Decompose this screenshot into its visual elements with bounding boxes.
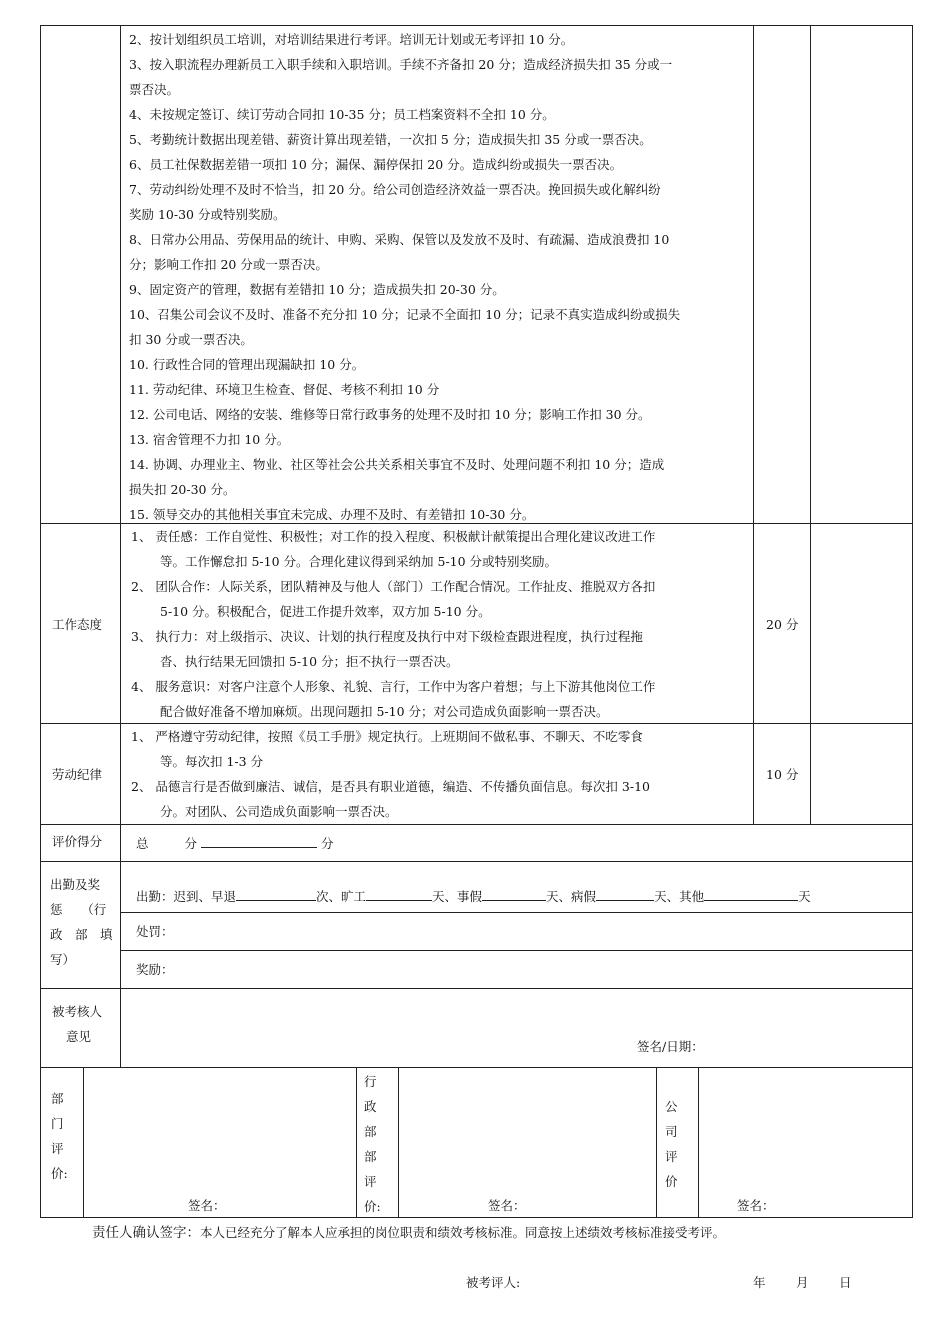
opinion-sign-date[interactable]: 签名/日期： — [637, 1039, 704, 1054]
duty-item: 14. 协调、办理业主、物业、社区等社会公共关系相关事宜不及时、处理问题不利扣 10 分；造成 — [129, 457, 665, 472]
grid-line — [40, 824, 913, 825]
opinion-label: 被考核人 — [52, 1004, 103, 1019]
attitude-line: 4、 服务意识：对客户注意个人形象、礼貌、言行，工作中为客户着想；与上下游其他岗位工作 — [131, 679, 656, 694]
confirm-label: 责任人确认签字： — [92, 1225, 200, 1241]
evaluation-total-row — [136, 831, 333, 856]
grid-line — [120, 950, 913, 951]
discipline-line: 等。每次扣 1-3 分 — [160, 754, 264, 769]
attendance-label: 出勤及奖 惩 （行 政 部 填 写） — [50, 877, 113, 967]
grid-line — [698, 1067, 699, 1218]
month-label: 月 — [796, 1275, 809, 1290]
duty-item: 3、按入职流程办理新员工入职手续和入职培训。手续不齐备扣 20 分；造成经济损失扣 35 分或一 — [129, 57, 673, 72]
company-sign[interactable]: 签名： — [737, 1198, 775, 1213]
confirm-row — [92, 1220, 725, 1246]
sick-leave-blank[interactable] — [596, 886, 654, 901]
grid-line — [40, 861, 913, 862]
duty-item: 5、考勤统计数据出现差错、薪资计算出现差错，一次扣 5 分；造成损失扣 35 分或一票否决。 — [129, 132, 652, 147]
duty-item: 15. 领导交办的其他相关事宜未完成、办理不及时、有差错扣 10-30 分。 — [129, 507, 535, 522]
opinion-label-2: 意见 — [66, 1029, 92, 1044]
duty-item: 损失扣 20-30 分。 — [129, 482, 236, 497]
attendance-row: 出勤：迟到、早退 次、旷工 天、事假 天、病假 天、其他 天 — [136, 884, 811, 909]
grid-line — [120, 912, 913, 913]
duty-item: 2、按计划组织员工培训，对培训结果进行考评。培训无计划或无考评扣 10 分。 — [129, 32, 574, 47]
grid-line — [656, 1067, 657, 1218]
admin-review-label: 行政部部评价: — [364, 1074, 381, 1214]
duty-item: 分；影响工作扣 20 分或一票否决。 — [129, 257, 328, 272]
other-leave-blank[interactable] — [704, 886, 798, 901]
attitude-line: 沓、执行结果无回馈扣 5-10 分；拒不执行一票否决。 — [160, 654, 459, 669]
score-word: 分 — [184, 836, 197, 851]
duty-item: 扣 30 分或一票否决。 — [129, 332, 253, 347]
attitude-line: 配合做好准备不增加麻烦。出现问题扣 5-10 分；对公司造成负面影响一票否决。 — [160, 704, 609, 719]
discipline-line: 2、 品德言行是否做到廉洁、诚信，是否具有职业道德，编造、不传播负面信息。每次扣 3-10 — [131, 779, 650, 794]
attitude-line: 1、 责任感：工作自觉性、积极性；对工作的投入程度、积极献计献策提出合理化建议改进工作 — [131, 529, 656, 544]
duty-item: 8、日常办公用品、劳保用品的统计、申购、采购、保管以及发放不及时、有疏漏、造成浪费扣 10 — [129, 232, 670, 247]
attitude-score: 20 分 — [766, 617, 799, 632]
grid-line — [810, 25, 811, 824]
duty-item: 4、未按规定签订、续订劳动合同扣 10-35 分；员工档案资料不全扣 10 分。 — [129, 107, 555, 122]
discipline-line: 分。对团队、公司造成负面影响一票否决。 — [160, 804, 398, 819]
duty-list — [129, 27, 680, 527]
dept-review-label: 部门评价: — [51, 1091, 68, 1181]
attitude-line: 等。工作懈怠扣 5-10 分。合理化建议得到采纳加 5-10 分或特别奖励。 — [160, 554, 558, 569]
punishment-field[interactable]: 处罚： — [136, 924, 174, 939]
company-review-label: 公司评价 — [665, 1099, 678, 1189]
duty-item: 11. 劳动纪律、环境卫生检查、督促、考核不利扣 10 分 — [129, 382, 440, 397]
grid-line — [83, 1067, 84, 1218]
day-label: 日 — [839, 1275, 852, 1290]
assessee-label[interactable]: 被考评人: — [466, 1275, 521, 1290]
absence-blank[interactable] — [366, 886, 432, 901]
personal-leave-blank[interactable] — [482, 886, 546, 901]
discipline-score: 10 分 — [766, 767, 799, 782]
duty-item: 奖励 10-30 分或特别奖励。 — [129, 207, 286, 222]
score-unit: 分 — [320, 836, 334, 851]
evaluation-label: 评价得分 — [52, 834, 103, 849]
year-label: 年 — [753, 1275, 766, 1290]
grid-line — [398, 1067, 399, 1218]
reward-field[interactable]: 奖励： — [136, 962, 174, 977]
attitude-label: 工作态度 — [52, 617, 103, 632]
late-blank[interactable] — [236, 886, 316, 901]
confirm-text: 本人已经充分了解本人应承担的岗位职责和绩效考核标准。同意按上述绩效考核标准接受考评。 — [200, 1225, 726, 1240]
duty-item: 10、召集公司会议不及时、准备不充分扣 10 分；记录不全面扣 10 分；记录不真实造成纠纷或损失 — [129, 307, 681, 322]
grid-line — [120, 25, 121, 1067]
duty-item: 13. 宿舍管理不力扣 10 分。 — [129, 432, 290, 447]
grid-line — [753, 25, 754, 824]
duty-item: 10. 行政性合同的管理出现漏缺扣 10 分。 — [129, 357, 365, 372]
grid-line — [40, 988, 913, 989]
discipline-line: 1、 严格遵守劳动纪律，按照《员工手册》规定执行。上班期间不做私事、不聊天、不吃零食 — [131, 729, 643, 744]
admin-sign[interactable]: 签名： — [488, 1198, 526, 1213]
duty-item: 12. 公司电话、网络的安装、维修等日常行政事务的处理不及时扣 10 分；影响工作扣 30 分。 — [129, 407, 651, 422]
duty-item: 9、固定资产的管理，数据有差错扣 10 分；造成损失扣 20-30 分。 — [129, 282, 505, 297]
dept-sign[interactable]: 签名： — [188, 1198, 226, 1213]
discipline-label: 劳动纪律 — [52, 767, 103, 782]
attitude-line: 3、 执行力：对上级指示、决议、计划的执行程度及执行中对下级检查跟进程度，执行过程拖 — [131, 629, 643, 644]
attitude-line: 5-10 分。积极配合，促进工作提升效率，双方加 5-10 分。 — [160, 604, 491, 619]
score-blank[interactable] — [201, 833, 317, 848]
attitude-line: 2、 团队合作：人际关系，团队精神及与他人（部门）工作配合情况。工作扯皮、推脱双方各扣 — [131, 579, 656, 594]
grid-line — [356, 1067, 357, 1218]
total-word: 总 — [136, 836, 149, 851]
grid-line — [40, 1067, 913, 1068]
duty-item: 7、劳动纠纷处理不及时不恰当，扣 20 分。给公司创造经济效益一票否决。挽回损失或化解纠纷 — [129, 182, 661, 197]
duty-item: 6、员工社保数据差错一项扣 10 分；漏保、漏停保扣 20 分。造成纠纷或损失一票否决。 — [129, 157, 623, 172]
duty-item: 票否决。 — [129, 82, 180, 97]
